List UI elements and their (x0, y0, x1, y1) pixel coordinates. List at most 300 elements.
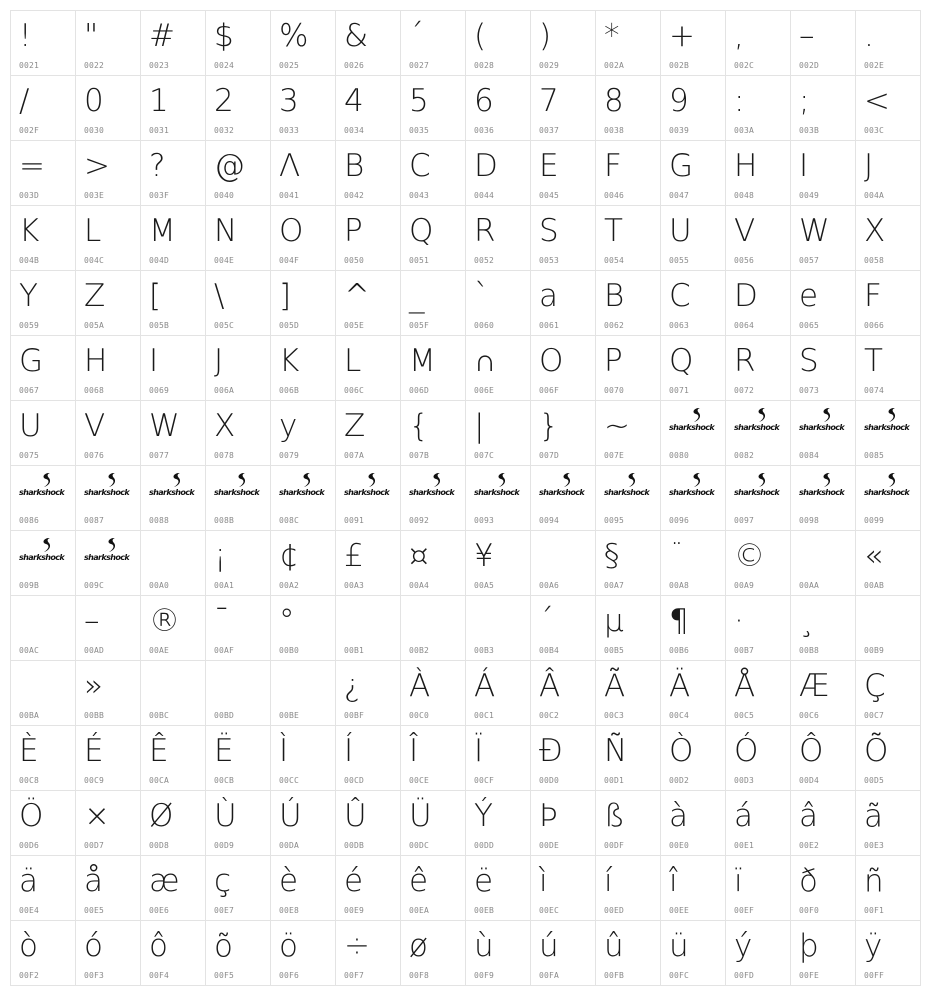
glyph-char: K (19, 213, 40, 249)
glyph-cell (76, 141, 141, 206)
glyph-char: [ (149, 278, 162, 314)
glyph-cell (531, 791, 596, 856)
glyph-cell (596, 141, 661, 206)
sharkshock-logo (19, 537, 69, 567)
glyph-code: 002D (799, 61, 820, 70)
glyph-char: : (734, 83, 745, 119)
glyph-code: 0030 (84, 126, 105, 135)
glyph-code: 0067 (19, 386, 40, 395)
glyph-code: 007D (539, 451, 560, 460)
glyph-char: 9 (669, 83, 689, 119)
glyph-cell (141, 921, 206, 986)
glyph-char: æ (149, 863, 180, 899)
glyph-code: 0062 (604, 321, 625, 330)
glyph-code: 00D1 (604, 776, 625, 785)
glyph-char: S (799, 343, 819, 379)
glyph-code: 00DE (539, 841, 560, 850)
glyph-char: Ã (604, 668, 626, 704)
glyph-cell (531, 206, 596, 271)
glyph-cell (791, 791, 856, 856)
glyph-code: 00DB (344, 841, 365, 850)
glyph-code: 0032 (214, 126, 235, 135)
glyph-char: Â (539, 668, 561, 704)
glyph-char: þ (799, 928, 819, 964)
glyph-code: 006F (539, 386, 560, 395)
glyph-char: ÿ (864, 928, 883, 964)
glyph-cell (141, 271, 206, 336)
glyph-char: ã (864, 798, 883, 834)
glyph-char: Î (409, 733, 419, 769)
glyph-char: Ø (149, 798, 174, 834)
glyph-code: 0029 (539, 61, 560, 70)
glyph-cell (271, 661, 336, 726)
glyph-code: 005A (84, 321, 105, 330)
glyph-code: 008B (214, 516, 235, 525)
glyph-code: 0035 (409, 126, 430, 135)
glyph-code: 00A6 (539, 581, 560, 590)
glyph-code: 0091 (344, 516, 365, 525)
glyph-char: _ (409, 278, 425, 314)
glyph-cell (11, 921, 76, 986)
swirl-icon (819, 407, 833, 423)
glyph-cell (76, 791, 141, 856)
glyph-code: 0065 (799, 321, 820, 330)
glyph-cell (141, 791, 206, 856)
glyph-code: 00CF (474, 776, 495, 785)
glyph-cell (11, 596, 76, 661)
glyph-code: 00D4 (799, 776, 820, 785)
glyph-cell (791, 76, 856, 141)
glyph-char: ê (409, 863, 429, 899)
glyph-cell (206, 596, 271, 661)
glyph-cell (76, 661, 141, 726)
glyph-cell (336, 791, 401, 856)
glyph-code: 0066 (864, 321, 885, 330)
glyph-char: û (604, 928, 624, 964)
glyph-code: 005B (149, 321, 170, 330)
glyph-char: À (409, 668, 431, 704)
glyph-cell (661, 401, 726, 466)
glyph-char: ? (149, 148, 166, 184)
glyph-cell (791, 141, 856, 206)
sharkshock-logo (84, 472, 134, 502)
glyph-cell (336, 76, 401, 141)
glyph-char: ô (149, 928, 168, 964)
glyph-cell (596, 466, 661, 531)
glyph-code: 00C8 (19, 776, 40, 785)
glyph-char: £ (344, 538, 364, 574)
glyph-char: ® (149, 603, 180, 639)
glyph-cell (336, 336, 401, 401)
glyph-cell (271, 726, 336, 791)
glyph-cell (271, 76, 336, 141)
glyph-code: 0071 (669, 386, 690, 395)
glyph-char: 2 (214, 83, 234, 119)
glyph-cell (596, 596, 661, 661)
logo-wordmark: sharkshock (734, 423, 780, 432)
glyph-code: 00E7 (214, 906, 235, 915)
glyph-code: 0079 (279, 451, 300, 460)
logo-wordmark: sharkshock (474, 488, 520, 497)
glyph-cell (206, 336, 271, 401)
glyph-code: 0028 (474, 61, 495, 70)
glyph-code: 00BF (344, 711, 365, 720)
glyph-cell (401, 11, 466, 76)
glyph-code: 005F (409, 321, 430, 330)
glyph-char: C (669, 278, 691, 314)
glyph-cell (11, 141, 76, 206)
glyph-char: ä (19, 863, 38, 899)
glyph-code: 007E (604, 451, 625, 460)
glyph-cell (531, 726, 596, 791)
glyph-char: ¨ (669, 538, 685, 574)
glyph-code: 00A3 (344, 581, 365, 590)
logo-wordmark: sharkshock (19, 553, 65, 562)
glyph-cell (76, 596, 141, 661)
glyph-code: 00D7 (84, 841, 105, 850)
glyph-cell (401, 401, 466, 466)
glyph-char: ó (84, 928, 103, 964)
glyph-cell (336, 856, 401, 921)
glyph-code: 00BD (214, 711, 235, 720)
glyph-char: $ (214, 18, 234, 54)
glyph-cell (791, 661, 856, 726)
glyph-code: 0080 (669, 451, 690, 460)
glyph-code: 00E5 (84, 906, 105, 915)
glyph-char: ) (539, 18, 552, 54)
glyph-char: § (604, 538, 620, 574)
glyph-char: X (214, 408, 236, 444)
glyph-code: 00F2 (19, 971, 40, 980)
glyph-char: | (474, 408, 485, 444)
glyph-code: 00CB (214, 776, 235, 785)
glyph-code: 0068 (84, 386, 105, 395)
glyph-code: 0046 (604, 191, 625, 200)
glyph-cell (661, 11, 726, 76)
glyph-cell (336, 11, 401, 76)
glyph-char: Ð (539, 733, 564, 769)
glyph-code: 00B6 (669, 646, 690, 655)
glyph-cell (11, 791, 76, 856)
glyph-code: 0041 (279, 191, 300, 200)
glyph-cell (531, 336, 596, 401)
glyph-char: Ç (864, 668, 886, 704)
glyph-char: ü (669, 928, 689, 964)
sharkshock-logo (799, 472, 849, 502)
glyph-code: 003F (149, 191, 170, 200)
glyph-cell (336, 401, 401, 466)
sharkshock-logo (539, 472, 589, 502)
glyph-cell (11, 271, 76, 336)
glyph-char: a (539, 278, 558, 314)
glyph-code: 00A1 (214, 581, 235, 590)
glyph-code: 0045 (539, 191, 560, 200)
glyph-char: + (669, 18, 695, 54)
swirl-icon (689, 472, 703, 488)
glyph-code: 009B (19, 581, 40, 590)
glyph-cell (271, 531, 336, 596)
glyph-cell (271, 596, 336, 661)
glyph-char: X (864, 213, 886, 249)
glyph-char: G (19, 343, 44, 379)
glyph-char: â (799, 798, 818, 834)
glyph-char: F (864, 278, 882, 314)
glyph-char: Q (409, 213, 434, 249)
glyph-code: 002E (864, 61, 885, 70)
glyph-cell (466, 76, 531, 141)
glyph-code: 0023 (149, 61, 170, 70)
glyph-code: 0051 (409, 256, 430, 265)
glyph-code: 0022 (84, 61, 105, 70)
glyph-code: 00AF (214, 646, 235, 655)
glyph-code: 005D (279, 321, 300, 330)
glyph-code: 0072 (734, 386, 755, 395)
glyph-cell (466, 271, 531, 336)
glyph-code: 0070 (604, 386, 625, 395)
glyph-cell (726, 11, 791, 76)
glyph-char: ¡ (214, 538, 227, 574)
glyph-cell (271, 791, 336, 856)
logo-wordmark: sharkshock (409, 488, 455, 497)
glyph-cell (596, 206, 661, 271)
glyph-char: H (734, 148, 758, 184)
glyph-cell (791, 596, 856, 661)
glyph-char: ÷ (344, 928, 370, 964)
glyph-cell (726, 531, 791, 596)
glyph-cell (466, 531, 531, 596)
swirl-icon (429, 472, 443, 488)
glyph-code: 0054 (604, 256, 625, 265)
glyph-code: 00C9 (84, 776, 105, 785)
glyph-char: ð (799, 863, 818, 899)
glyph-char: K (279, 343, 300, 379)
glyph-cell (596, 661, 661, 726)
glyph-cell (856, 76, 921, 141)
glyph-cell (336, 206, 401, 271)
glyph-cell (76, 726, 141, 791)
glyph-cell (271, 271, 336, 336)
glyph-char: é (344, 863, 364, 899)
glyph-char: @ (214, 148, 245, 184)
glyph-char: G (669, 148, 694, 184)
glyph-code: 00B0 (279, 646, 300, 655)
glyph-cell (531, 76, 596, 141)
glyph-cell (271, 336, 336, 401)
glyph-cell (76, 76, 141, 141)
glyph-char: ] (279, 278, 292, 314)
glyph-code: 007B (409, 451, 430, 460)
glyph-char: C (409, 148, 431, 184)
glyph-code: 003E (84, 191, 105, 200)
glyph-code: 002A (604, 61, 625, 70)
glyph-char: ý (734, 928, 753, 964)
glyph-code: 00A7 (604, 581, 625, 590)
logo-wordmark: sharkshock (669, 488, 715, 497)
glyph-cell (726, 271, 791, 336)
glyph-code: 003D (19, 191, 40, 200)
glyph-code: 00C7 (864, 711, 885, 720)
glyph-char: D (474, 148, 498, 184)
glyph-code: 0073 (799, 386, 820, 395)
glyph-cell (596, 791, 661, 856)
glyph-char: = (19, 148, 45, 184)
glyph-code: 00D0 (539, 776, 560, 785)
glyph-char: ~ (604, 408, 630, 444)
glyph-code: 00E4 (19, 906, 40, 915)
glyph-char: ¶ (669, 603, 689, 639)
glyph-cell (206, 921, 271, 986)
glyph-cell (466, 726, 531, 791)
glyph-cell (466, 921, 531, 986)
glyph-cell (661, 206, 726, 271)
glyph-cell (466, 466, 531, 531)
glyph-cell (336, 921, 401, 986)
glyph-cell (856, 271, 921, 336)
glyph-char: Q (669, 343, 694, 379)
glyph-code: 00D3 (734, 776, 755, 785)
glyph-code: 006E (474, 386, 495, 395)
glyph-code: 00FD (734, 971, 755, 980)
glyph-code: 0040 (214, 191, 235, 200)
swirl-icon (234, 472, 248, 488)
glyph-code: 00AD (84, 646, 105, 655)
glyph-char: & (344, 18, 369, 54)
glyph-code: 00D6 (19, 841, 40, 850)
glyph-char: < (864, 83, 890, 119)
glyph-char: } (539, 408, 559, 444)
glyph-cell (661, 791, 726, 856)
glyph-cell (76, 206, 141, 271)
glyph-cell (726, 596, 791, 661)
glyph-cell (661, 596, 726, 661)
glyph-cell (401, 336, 466, 401)
glyph-code: 0064 (734, 321, 755, 330)
glyph-code: 00A9 (734, 581, 755, 590)
glyph-char: Ï (474, 733, 484, 769)
glyph-cell (726, 791, 791, 856)
glyph-cell (856, 921, 921, 986)
swirl-icon (754, 407, 768, 423)
glyph-char: Ñ (604, 733, 628, 769)
glyph-code: 00BA (19, 711, 40, 720)
glyph-cell (141, 401, 206, 466)
glyph-char: V (734, 213, 756, 249)
glyph-code: 007A (344, 451, 365, 460)
swirl-icon (884, 407, 898, 423)
glyph-cell (791, 856, 856, 921)
glyph-char: ¢ (279, 538, 299, 574)
glyph-code: 0058 (864, 256, 885, 265)
glyph-cell (726, 206, 791, 271)
sharkshock-logo (669, 407, 719, 437)
glyph-char: Ý (474, 798, 493, 834)
glyph-code: 00BB (84, 711, 105, 720)
glyph-cell (336, 141, 401, 206)
glyph-code: 00F1 (864, 906, 885, 915)
glyph-char: ¥ (474, 538, 494, 574)
glyph-code: 00A5 (474, 581, 495, 590)
sharkshock-logo (474, 472, 524, 502)
glyph-char: 1 (149, 83, 169, 119)
glyph-cell (466, 401, 531, 466)
sharkshock-logo (864, 407, 914, 437)
glyph-char: . (864, 18, 874, 54)
glyph-code: 00B1 (344, 646, 365, 655)
glyph-code: 0088 (149, 516, 170, 525)
glyph-cell (76, 271, 141, 336)
glyph-code: 0078 (214, 451, 235, 460)
logo-wordmark: sharkshock (214, 488, 260, 497)
swirl-icon (754, 472, 768, 488)
logo-wordmark: sharkshock (864, 423, 910, 432)
glyph-code: 00CE (409, 776, 430, 785)
glyph-cell (531, 596, 596, 661)
glyph-cell (596, 856, 661, 921)
glyph-code: 00EE (669, 906, 690, 915)
glyph-char: L (84, 213, 102, 249)
glyph-cell (141, 206, 206, 271)
glyph-char: Ò (669, 733, 694, 769)
glyph-char: M (149, 213, 176, 249)
glyph-code: 00C3 (604, 711, 625, 720)
logo-wordmark: sharkshock (19, 488, 65, 497)
glyph-char: õ (214, 928, 233, 964)
glyph-char: í (604, 863, 613, 899)
glyph-cell (726, 856, 791, 921)
glyph-char: Ü (409, 798, 432, 834)
glyph-char: Ó (734, 733, 759, 769)
glyph-char: ∩ (474, 343, 497, 379)
glyph-cell (596, 921, 661, 986)
glyph-cell (401, 596, 466, 661)
logo-wordmark: sharkshock (669, 423, 715, 432)
glyph-cell (466, 11, 531, 76)
glyph-cell (141, 466, 206, 531)
glyph-code: 00E1 (734, 841, 755, 850)
glyph-char: Þ (539, 798, 558, 834)
glyph-cell (791, 11, 856, 76)
glyph-char: V (84, 408, 106, 444)
glyph-char: E (539, 148, 559, 184)
glyph-char: å (84, 863, 103, 899)
glyph-cell (11, 11, 76, 76)
glyph-code: 00E6 (149, 906, 170, 915)
sharkshock-logo (19, 472, 69, 502)
glyph-cell (661, 856, 726, 921)
glyph-cell (856, 856, 921, 921)
glyph-code: 00EA (409, 906, 430, 915)
glyph-char: B (604, 278, 625, 314)
glyph-cell (661, 336, 726, 401)
glyph-cell (726, 921, 791, 986)
glyph-cell (661, 661, 726, 726)
glyph-code: 006D (409, 386, 430, 395)
logo-wordmark: sharkshock (799, 488, 845, 497)
glyph-char: Ú (279, 798, 302, 834)
glyph-code: 00F6 (279, 971, 300, 980)
glyph-char: » (84, 668, 103, 704)
glyph-code: 00FB (604, 971, 625, 980)
glyph-char: Z (84, 278, 106, 314)
sharkshock-logo (669, 472, 719, 502)
glyph-char: \ (214, 278, 225, 314)
glyph-code: 00A0 (149, 581, 170, 590)
glyph-code: 0095 (604, 516, 625, 525)
glyph-code: 00F5 (214, 971, 235, 980)
glyph-code: 0087 (84, 516, 105, 525)
glyph-code: 0033 (279, 126, 300, 135)
glyph-cell (141, 661, 206, 726)
